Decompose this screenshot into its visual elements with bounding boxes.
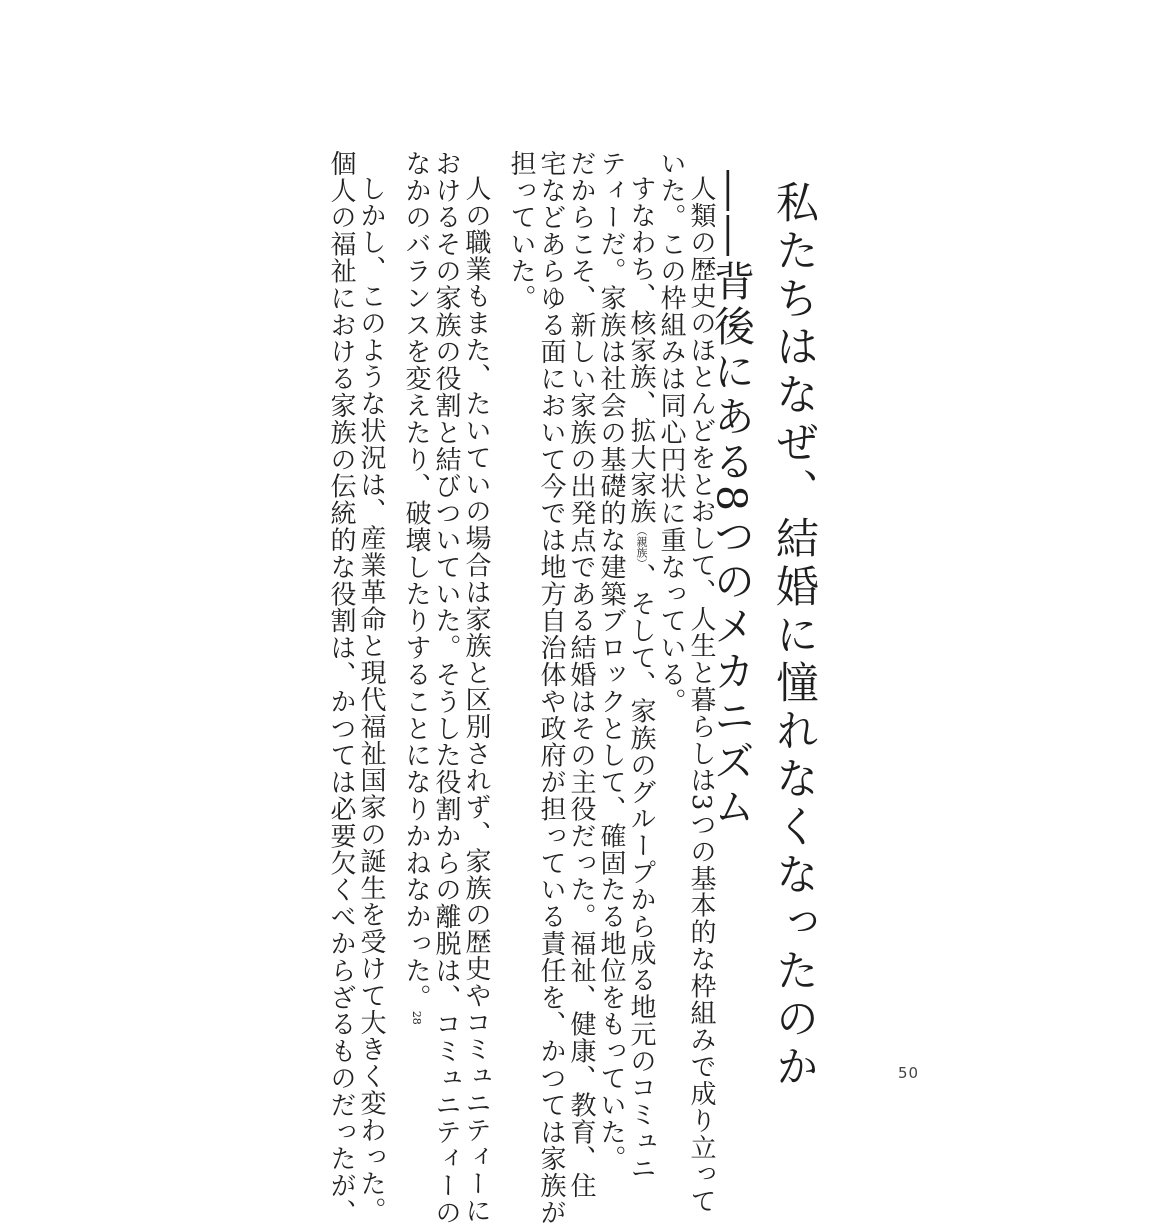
body-line-10-text: なかのバランスを変えたり、破壊したりすることになりかねなかった。 xyxy=(401,150,431,1011)
footnote-ref: 28 xyxy=(410,1010,423,1025)
body-line-11: しかし、このような状況は、産業革命と現代福祉国家の誕生を受けて大きく変わった。 xyxy=(356,175,386,1225)
body-line-12: 個人の福祉における家族の伝統的な役割は、かつては必要欠くべからざるものだったが、 xyxy=(326,150,356,1226)
body-line-3 xyxy=(626,175,656,1182)
body-line-9: おけるその家族の役割と結びついていた。そうした役割からの離脱は、コミュニティーの xyxy=(431,150,461,1226)
body-line-7: 担っていた。 xyxy=(506,150,536,312)
body-line-3-tail: 、そして、家族のグループから成る地元のコミュニ xyxy=(626,563,656,1182)
body-line-3-lead: すなわち、核家族、拡大家族 xyxy=(626,175,656,525)
body-line-6: 宅などあらゆる面において今では地方自治体や政府が担っている責任を、かつては家族が xyxy=(536,150,566,1226)
body-line-1: 人類の歴史のほとんどをとおして、人生と暮らしは3つの基本的な枠組みで成り立って xyxy=(686,175,716,1215)
body-line-2: いた。この枠組みは同心円状に重なっている。 xyxy=(656,150,686,715)
body-line-8: 人の職業もまた、たいていの場合は家族と区別されず、家族の歴史やコミュニティーに xyxy=(461,175,491,1225)
body-line-5: だからこそ、新しい家族の出発点である結婚はその主役だった。福祉、健康、教育、住 xyxy=(566,150,596,1200)
page-number: 50 xyxy=(898,1064,920,1082)
body-line-10 xyxy=(401,150,431,1025)
kinship-note: （親族） xyxy=(635,524,648,564)
chapter-title: 私たちはなぜ、結婚に憧れなくなったのか xyxy=(769,180,819,1092)
chapter-subtitle: ――背後にある8つのメカニズム xyxy=(707,170,755,831)
body-line-4: ティーだ。家族は社会の基礎的な建築ブロックとして、確固たる地位をもっていた。 xyxy=(596,150,626,1173)
